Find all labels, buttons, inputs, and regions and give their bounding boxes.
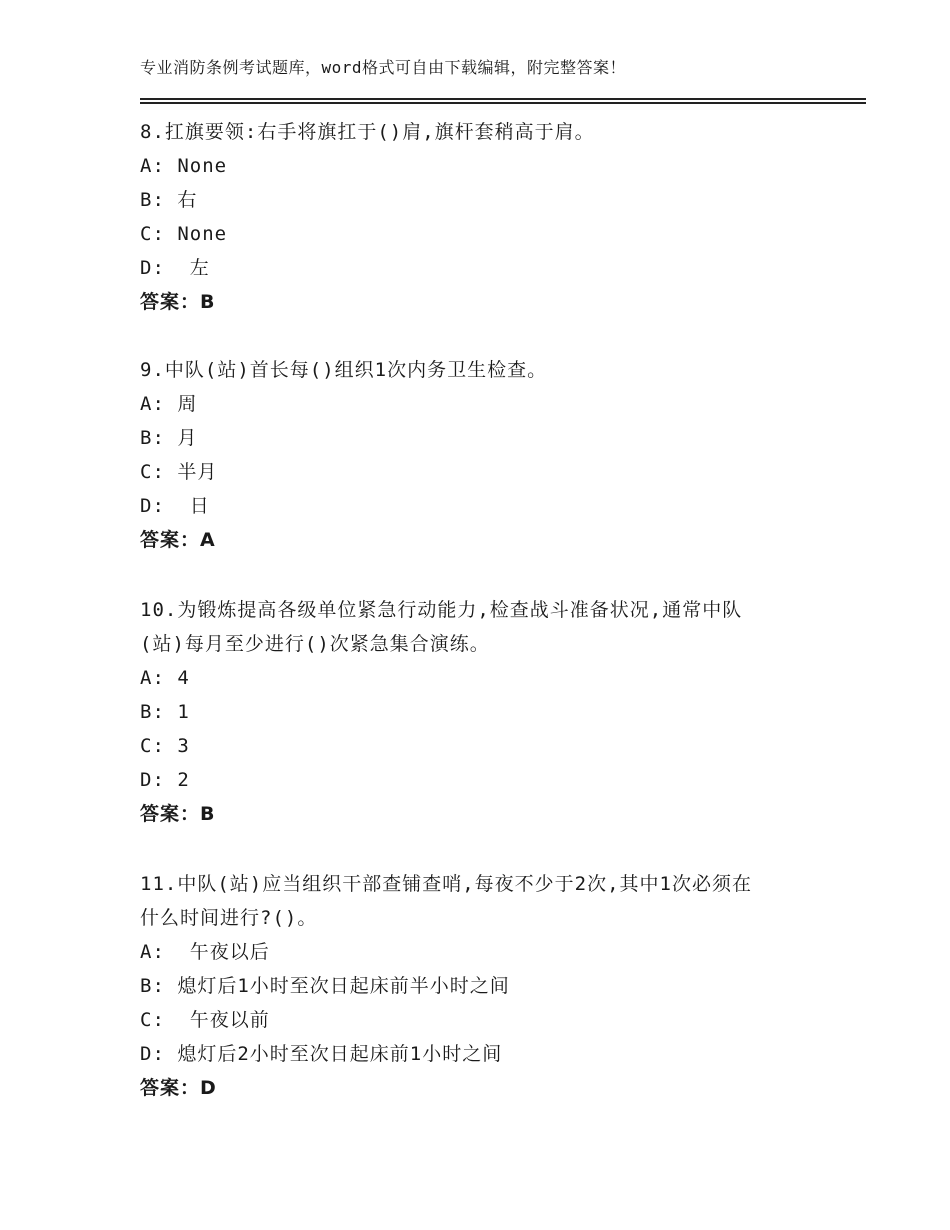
question-stem-line-1: 11.中队(站)应当组织干部查铺查哨,每夜不少于2次,其中1次必须在: [140, 873, 752, 895]
question-stem-line-1: 10.为锻炼提高各级单位紧急行动能力,检查战斗准备状况,通常中队: [140, 599, 743, 621]
header-rule-bottom: [140, 102, 866, 104]
option-d: D: 日: [140, 495, 210, 517]
question-stem-line-2: 什么时间进行?()。: [140, 907, 318, 929]
option-b: B: 熄灯后1小时至次日起床前半小时之间: [140, 975, 510, 997]
option-a: A: 周: [140, 393, 198, 415]
answer-label: 答案：B: [140, 291, 216, 313]
option-a: A: 4: [140, 667, 190, 689]
option-d: D: 左: [140, 257, 210, 279]
document-header: 专业消防条例考试题库，word格式可自由下载编辑，附完整答案！: [140, 58, 627, 77]
option-d: D: 熄灯后2小时至次日起床前1小时之间: [140, 1043, 503, 1065]
option-b: B: 月: [140, 427, 198, 449]
question-8: [140, 115, 820, 319]
answer-label: 答案：D: [140, 1077, 217, 1099]
question-11: [140, 867, 820, 1105]
question-stem: 9.中队(站)首长每()组织1次内务卫生检查。: [140, 359, 548, 381]
option-a: A: 午夜以后: [140, 941, 270, 963]
option-a: A: None: [140, 155, 228, 177]
option-c: C: 午夜以前: [140, 1009, 270, 1031]
question-stem: 8.扛旗要领:右手将旗扛于()肩,旗杆套稍高于肩。: [140, 121, 595, 143]
question-9: [140, 353, 820, 557]
question-10: [140, 593, 820, 831]
header-rule-top: [140, 98, 866, 100]
answer-label: 答案：A: [140, 529, 216, 551]
option-c: C: 半月: [140, 461, 218, 483]
option-b: B: 右: [140, 189, 198, 211]
question-stem-line-2: (站)每月至少进行()次紧急集合演练。: [140, 633, 490, 655]
option-c: C: None: [140, 223, 228, 245]
option-d: D: 2: [140, 769, 190, 791]
option-b: B: 1: [140, 701, 190, 723]
option-c: C: 3: [140, 735, 190, 757]
answer-label: 答案：B: [140, 803, 216, 825]
